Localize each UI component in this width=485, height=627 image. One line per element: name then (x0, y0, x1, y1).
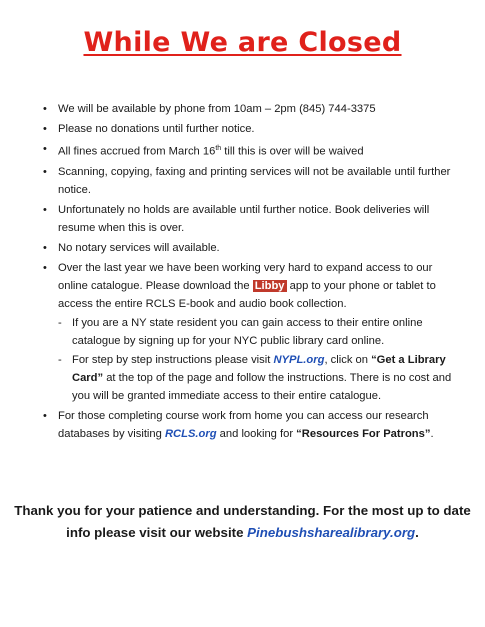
website-link[interactable]: Pinebushsharealibrary.org (247, 525, 416, 540)
fines-superscript: th (215, 145, 222, 152)
list-item-notary (58, 239, 463, 257)
notary-text: No notary services will available. (58, 241, 220, 254)
ebooks-text: Over the last year we have been working very hard to expand access to our online catalogue. Please download the (58, 261, 433, 292)
sub-list (58, 314, 463, 405)
fines-text: All fines accrued from March 16 (58, 145, 216, 158)
list-item-holds (58, 201, 463, 237)
sub-item-ny-resident (58, 314, 463, 350)
page-title: While We are Closed (83, 27, 402, 58)
notice-list (58, 100, 463, 445)
list-item-donations (58, 120, 463, 138)
scanning-text: Scanning, copying, faxing and printing services will not be available until further notice. (58, 165, 451, 196)
list-item-phone (58, 100, 463, 118)
course-text-end: . (430, 427, 434, 440)
list-item-fines (58, 140, 463, 161)
steps-text: For step by step instructions please visit (72, 353, 274, 366)
libby-badge: Libby (254, 279, 285, 292)
footer-message (12, 500, 473, 544)
rcls-link[interactable]: RCLS.org (164, 427, 217, 440)
course-text-mid: and looking for (216, 427, 297, 440)
steps-text-end: at the top of the page and follow the instructions. There is no cost and you will be granted immediate access to their entire catalogue. (72, 371, 452, 402)
holds-text: Unfortunately no holds are available until further notice. Book deliveries will resume when this is over. (58, 203, 430, 234)
sub-item-steps (58, 351, 463, 405)
list-item-ebooks (58, 259, 463, 405)
footer-text: Thank you for your patience and understanding. For the most up to date info please visit our website (14, 503, 471, 540)
get-card-label: “Get a Library Card” (72, 353, 446, 384)
resources-label: “Resources For Patrons” (296, 427, 431, 440)
steps-text-mid: , click on (324, 353, 372, 366)
footer-period: . (415, 525, 419, 540)
fines-text-end: till this is over will be waived (221, 145, 364, 158)
phone-text: We will be available by phone from 10am – 2pm (845) 744-3375 (58, 103, 376, 115)
ny-resident-text: If you are a NY state resident you can gain access to their entire online catalogue by signing up for your NYC public library card online. (72, 316, 423, 347)
list-item-course (58, 407, 463, 443)
nypl-link[interactable]: NYPL.org (273, 353, 325, 366)
course-text: For those completing course work from home you can access our research databases by visiting (58, 409, 429, 440)
list-item-scanning (58, 163, 463, 199)
ebooks-text-end: app to your phone or tablet to access the entire RCLS E-book and audio book collection. (58, 279, 436, 310)
donations-text: Please no donations until further notice. (58, 123, 255, 135)
